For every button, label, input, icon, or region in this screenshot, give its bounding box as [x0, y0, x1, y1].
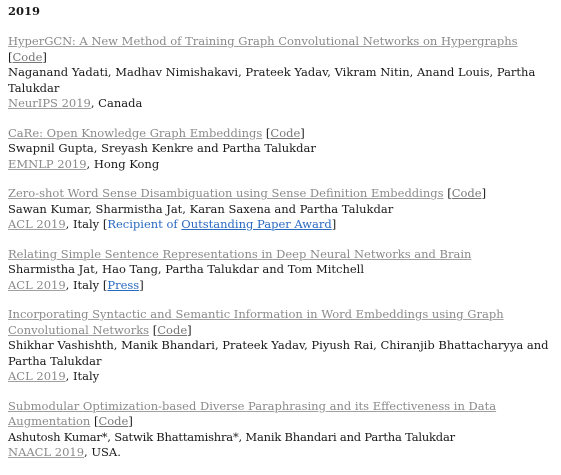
publication-list — [8, 34, 554, 475]
venue-location: , Canada — [90, 96, 143, 110]
bracket-close: ] — [481, 186, 487, 200]
bracket-open: [ — [265, 125, 271, 140]
venue-location: , Italy — [65, 217, 103, 231]
publication-title-link[interactable]: Submodular Optimization-based Diverse Paraphrasing and its Effectiveness in Data Augmentation — [8, 398, 497, 428]
bracket-open: [ — [102, 217, 108, 231]
bracket-open: [ — [102, 277, 108, 292]
year-heading: 2019 — [8, 4, 41, 18]
publication-authors: Sawan Kumar, Sharmistha Jat, Karan Saxena and Partha Talukdar — [8, 201, 394, 216]
publication-title-link[interactable]: Zero-shot Word Sense Disambiguation using Sense Definition Embeddings — [8, 186, 444, 200]
code-link[interactable]: Code — [157, 322, 188, 337]
venue-line — [8, 369, 554, 385]
publication-authors: Sharmistha Jat, Hao Tang, Partha Talukdar and Tom Mitchell — [8, 262, 365, 276]
venue-link[interactable]: ACL 2019 — [8, 217, 66, 231]
bracket-open: [ — [8, 49, 13, 64]
publication-title-link[interactable]: Relating Simple Sentence Representations in Deep Neural Networks and Brain — [8, 246, 472, 261]
venue-location: , Italy — [65, 277, 103, 292]
venue-link[interactable]: NeurIPS 2019 — [8, 96, 91, 110]
bracket-close: ] — [139, 277, 144, 292]
venue-location: , Hong Kong — [86, 156, 160, 171]
publication-item — [8, 399, 554, 461]
publication-authors: Ashutosh Kumar*, Satwik Bhattamishra*, Manik Bhandari and Partha Talukdar — [8, 429, 455, 444]
venue-line — [8, 445, 554, 461]
venue-link[interactable]: ACL 2019 — [8, 277, 66, 292]
publication-authors: Swapnil Gupta, Sreyash Kenkre and Partha Talukdar — [8, 141, 316, 155]
code-link[interactable]: Code — [12, 49, 43, 64]
publication-item — [8, 247, 554, 294]
publication-title-link[interactable]: CaRe: Open Knowledge Graph Embeddings — [8, 125, 263, 140]
publication-item — [8, 307, 554, 385]
venue-link[interactable]: ACL 2019 — [8, 369, 66, 383]
bracket-open: [ — [152, 322, 158, 337]
bracket-open: [ — [93, 414, 99, 428]
venue-link[interactable]: EMNLP 2019 — [8, 156, 87, 171]
press-link[interactable]: Press — [107, 277, 140, 292]
publication-item — [8, 126, 554, 173]
publication-authors: Shikhar Vashishth, Manik Bhandari, Prateek Yadav, Piyush Rai, Chiranjib Bhattacharyya and Partha Talukdar — [8, 338, 549, 368]
venue-line — [8, 157, 554, 173]
award-link[interactable]: Outstanding Paper Award — [181, 217, 332, 231]
publication-authors: Naganand Yadati, Madhav Nimishakavi, Prateek Yadav, Vikram Nitin, Anand Louis, Partha Talukdar — [8, 65, 536, 95]
award-prefix: Recipient of — [107, 217, 182, 231]
venue-line — [8, 278, 554, 294]
venue-line — [8, 217, 554, 233]
code-link[interactable]: Code — [270, 125, 301, 140]
bracket-close: ] — [187, 322, 192, 337]
bracket-open: [ — [447, 186, 452, 200]
bracket-close: ] — [128, 414, 133, 428]
publication-item — [8, 34, 554, 112]
bracket-close: ] — [42, 49, 47, 64]
venue-line — [8, 96, 554, 112]
code-link[interactable]: Code — [98, 414, 129, 428]
publication-item — [8, 186, 554, 233]
publication-title-link[interactable]: Incorporating Syntactic and Semantic Information in Word Embeddings using Graph Convolutional Networks — [8, 307, 504, 337]
code-link[interactable]: Code — [451, 186, 482, 200]
publication-title-link[interactable]: HyperGCN: A New Method of Training Graph Convolutional Networks on Hypergraphs — [8, 34, 518, 48]
bracket-close: ] — [300, 125, 305, 140]
venue-link[interactable]: NAACL 2019 — [8, 445, 85, 459]
venue-location: , USA. — [84, 445, 121, 459]
venue-location: , Italy — [65, 369, 100, 383]
bracket-close: ] — [331, 217, 337, 231]
